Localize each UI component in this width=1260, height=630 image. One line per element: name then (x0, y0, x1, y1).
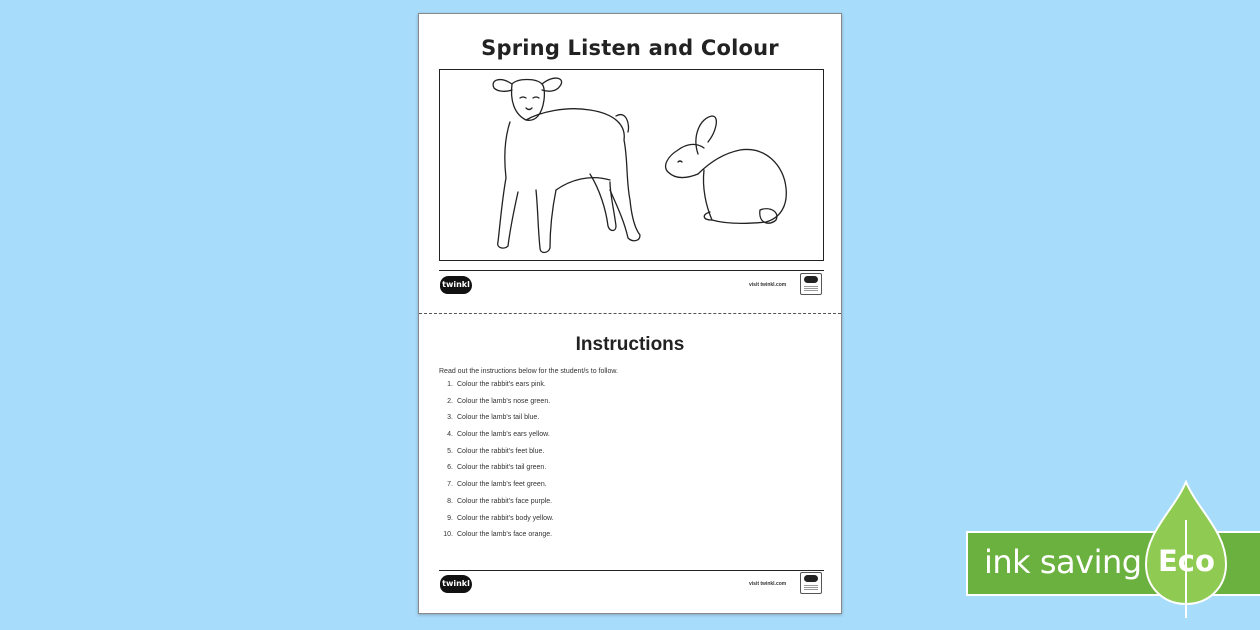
list-item: 9. Colour the rabbit's body yellow. (447, 514, 554, 522)
visit-link: visit twinkl.com (749, 581, 787, 587)
quality-badge-icon (800, 273, 822, 295)
list-item: 8. Colour the rabbit's face purple. (447, 497, 553, 505)
colouring-picture (439, 69, 824, 261)
twinkl-logo: twinkl (440, 575, 472, 593)
eco-badge-label: Eco (1158, 544, 1215, 578)
page-divider (439, 270, 824, 271)
dashed-cut-line (419, 313, 841, 314)
page-divider (439, 570, 824, 571)
lamb-and-rabbit-illustration (440, 70, 822, 259)
list-item: 3. Colour the lamb's tail blue. (447, 414, 540, 422)
ink-saving-label: ink saving (984, 543, 1142, 581)
rabbit-drawing (666, 116, 787, 223)
instructions-heading: Instructions (575, 334, 685, 355)
instructions-intro: Read out the instructions below for the student/s to follow. (439, 368, 618, 375)
instructions-list (439, 381, 554, 548)
list-item: 1. Colour the rabbit's ears pink. (447, 381, 546, 388)
visit-link: visit twinkl.com (749, 282, 787, 288)
list-item: 10. Colour the lamb's face orange. (443, 531, 553, 539)
worksheet-title: Spring Listen and Colour (481, 36, 779, 60)
twinkl-logo: twinkl (440, 276, 472, 294)
worksheet-page (418, 13, 842, 614)
list-item: 6. Colour the rabbit's tail green. (447, 464, 547, 472)
quality-badge-icon (800, 572, 822, 594)
list-item: 5. Colour the rabbit's feet blue. (447, 447, 545, 455)
list-item: 2. Colour the lamb's nose green. (447, 397, 551, 405)
lamb-drawing (493, 78, 640, 252)
list-item: 7. Colour the lamb's feet green. (447, 481, 547, 489)
list-item: 4. Colour the lamb's ears yellow. (447, 431, 550, 439)
